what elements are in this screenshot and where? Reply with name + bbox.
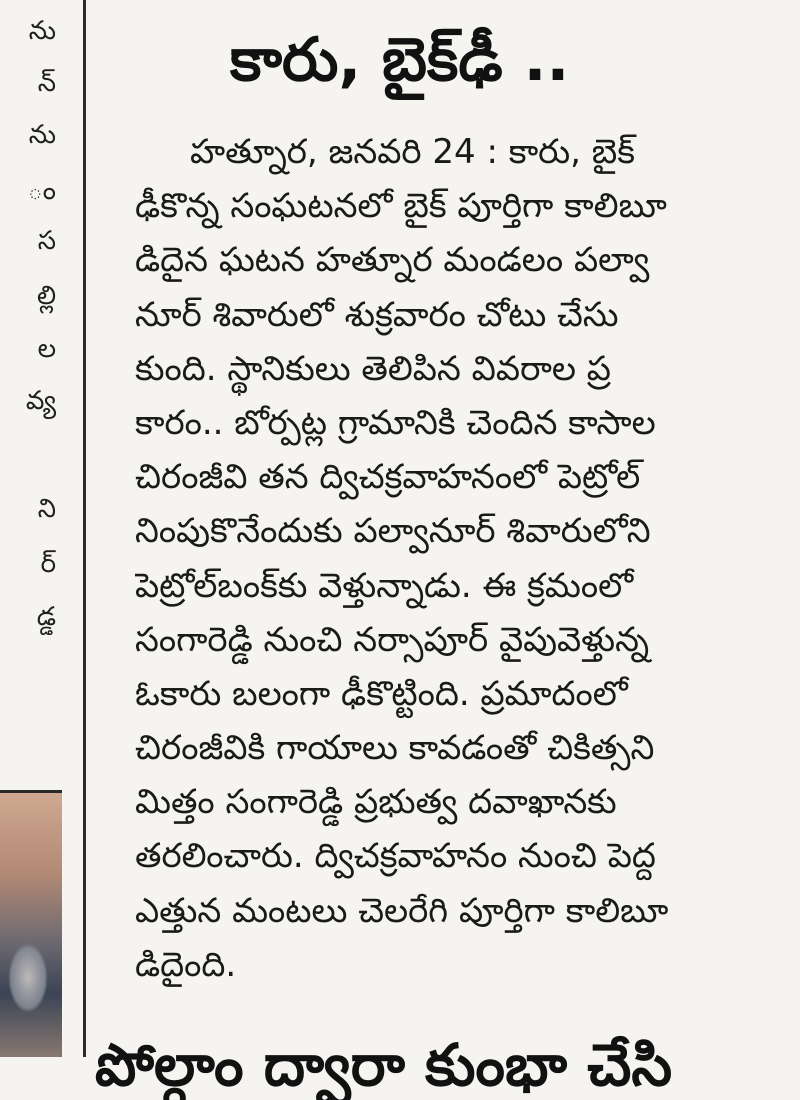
body-line: ఢీకొన్న సంఘటనలో బైక్ పూర్తిగా కాలిబూ xyxy=(135,186,667,227)
body-line: మిత్తం సంగారెడ్డి ప్రభుత్వ దవాఖానకు xyxy=(135,782,617,823)
left-column-cropped xyxy=(0,0,62,1057)
body-line: ఎత్తున మంటలు చెలరేగి పూర్తిగా కాలిబూ xyxy=(135,890,669,931)
column-divider xyxy=(83,0,86,1057)
body-line: కుంది. స్థానికులు తెలిపిన వివరాల ప్ర xyxy=(135,348,611,389)
left-fragment: ల్లి xyxy=(36,281,56,311)
cropped-photo xyxy=(0,790,62,1057)
next-article-headline: పోల్గాం ద్వారా కుంభా చేసి xyxy=(95,1031,673,1099)
left-fragment: న్ xyxy=(37,68,56,98)
body-line: చిరంజీవికి గాయాలు కావడంతో చికిత్సని xyxy=(135,728,655,769)
body-line: ఓకారు బలంగా ఢీకొట్టింది. ప్రమాదంలో xyxy=(135,673,628,714)
left-fragment: ం xyxy=(27,176,56,206)
article-body xyxy=(135,125,740,992)
left-fragment: స xyxy=(37,226,56,256)
body-line: చిరంజీవి తన ద్విచక్రవాహనంలో పెట్రోల్ xyxy=(135,457,641,498)
body-line: నూర్ శివారులో శుక్రవారం చోటు చేసు xyxy=(135,294,619,335)
left-fragment: ల xyxy=(37,334,56,364)
body-line: పెట్రోల్‌బంక్‌కు వెళ్తున్నాడు. ఈ క్రమంలో xyxy=(135,565,634,606)
body-line: సంగారెడ్డి నుంచి నర్సాపూర్ వైపువెళ్తున్న xyxy=(135,619,650,660)
left-fragment: ను xyxy=(28,120,56,150)
left-fragment: ర్ xyxy=(40,549,56,579)
news-article xyxy=(110,0,750,1057)
body-line: తరలించారు. ద్విచక్రవాహనం నుంచి పెద్ద xyxy=(135,836,656,877)
left-fragment: ను xyxy=(28,16,56,46)
body-line: కారం.. బోర్పట్ల గ్రామానికి చెందిన కాసాల xyxy=(135,402,656,443)
body-line: నింపుకొనేందుకు పల్వానూర్ శివారులోని xyxy=(135,511,651,552)
article-headline: కారు, బైక్‌ఢీ .. xyxy=(230,25,570,95)
body-line: డిదైంది. xyxy=(135,944,237,985)
left-fragment: వ్య xyxy=(25,386,56,416)
body-line: డిదైన ఘటన హత్నూర మండలం పల్వా xyxy=(135,240,650,281)
left-fragment: డ్డ xyxy=(36,602,56,632)
body-line: హత్నూర, జనవరి 24 : కారు, బైక్ xyxy=(190,132,635,172)
left-fragment: ని xyxy=(37,494,56,524)
